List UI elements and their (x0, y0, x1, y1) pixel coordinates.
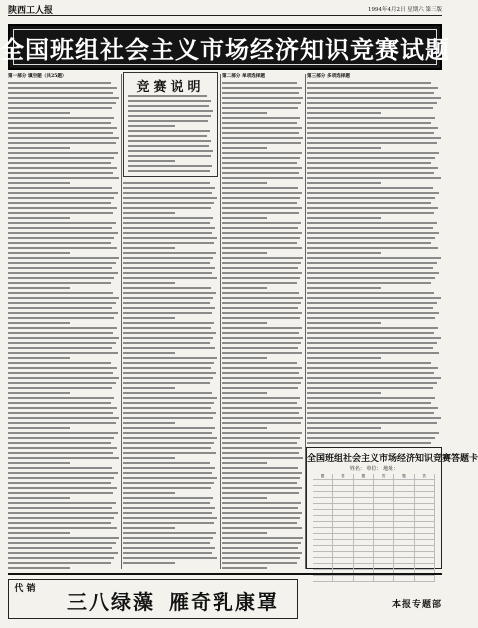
answer-cell (374, 516, 394, 521)
answer-cell: 题 (394, 474, 414, 479)
answer-cell (354, 516, 374, 521)
answer-cell (394, 522, 414, 527)
answer-cell (394, 528, 414, 533)
answer-cell (415, 534, 435, 539)
answer-cell (415, 528, 435, 533)
section-heading: 第二部分 单项选择题 (222, 74, 265, 79)
intro-body (128, 93, 214, 175)
answer-cell (313, 510, 333, 515)
answer-cell (313, 528, 333, 533)
date-line: 1994年4月2日 星期六 第三版 (368, 7, 442, 13)
answer-cell (313, 546, 333, 551)
text-line (123, 560, 218, 565)
advertisement (8, 579, 298, 619)
answer-cell (415, 498, 435, 503)
answer-cell: 答 (374, 474, 394, 479)
footer-ad-area (8, 573, 442, 625)
newspaper-title: 陕西工人报 (8, 6, 54, 16)
answer-cell (333, 522, 353, 527)
answer-cell (333, 564, 353, 569)
answer-cell (313, 486, 333, 491)
answer-cell: 题 (313, 474, 333, 479)
text-line (128, 168, 214, 173)
text-line (222, 565, 304, 570)
intro-title: 竞赛说明 (136, 80, 205, 95)
answer-cell (415, 540, 435, 545)
column-divider (121, 74, 122, 569)
answer-cell (313, 504, 333, 509)
answer-cell (415, 510, 435, 515)
answer-cell (354, 552, 374, 557)
answer-cell (374, 540, 394, 545)
answer-cell (374, 486, 394, 491)
editor-credit: 本报专题部 (391, 600, 442, 610)
answer-cell (374, 564, 394, 569)
answer-cell (313, 564, 333, 569)
article-column-1 (8, 74, 120, 569)
answer-cell (354, 558, 374, 563)
answer-cell (374, 504, 394, 509)
answer-cell (415, 492, 435, 497)
headline: 全国班组社会主义市场经济知识竞赛试题 (0, 35, 450, 64)
headline-banner (0, 24, 450, 70)
answer-cell (333, 486, 353, 491)
answer-cell (374, 510, 394, 515)
answer-cell (374, 534, 394, 539)
answer-cell (394, 486, 414, 491)
answer-card (306, 447, 478, 569)
answer-cell (374, 498, 394, 503)
answer-cell (333, 516, 353, 521)
answer-cell (313, 534, 333, 539)
answer-cell (354, 546, 374, 551)
answer-cell (333, 534, 353, 539)
answer-cell (313, 480, 333, 485)
answer-cell (415, 564, 435, 569)
answer-cell (333, 552, 353, 557)
answer-cell (313, 522, 333, 527)
section-heading: 第一部分 填空题（共25题） (8, 74, 67, 79)
answer-cell (374, 480, 394, 485)
ad-label: 代 销 (14, 584, 36, 594)
ad-product-2: 雁奇乳康罩 (169, 590, 279, 614)
answer-cell (354, 498, 374, 503)
answer-cell (415, 552, 435, 557)
answer-cell (394, 504, 414, 509)
answer-cell (394, 552, 414, 557)
answer-cell (374, 522, 394, 527)
answer-cell (333, 558, 353, 563)
answer-cell (415, 504, 435, 509)
answer-cell (313, 558, 333, 563)
answer-cell (333, 540, 353, 545)
text-line (8, 565, 120, 570)
answer-cell (354, 564, 374, 569)
article-column-2 (123, 180, 218, 569)
masthead (8, 3, 442, 16)
answer-cell (374, 552, 394, 557)
answer-cell (313, 540, 333, 545)
answer-cell (394, 534, 414, 539)
answer-cell (394, 540, 414, 545)
answer-cell (354, 522, 374, 527)
answer-cell (354, 480, 374, 485)
answer-cell (394, 558, 414, 563)
answer-cell (374, 558, 394, 563)
answer-cell (415, 558, 435, 563)
answer-cell (374, 546, 394, 551)
answer-cell (333, 546, 353, 551)
answer-grid (313, 474, 435, 564)
answer-cell: 答 (415, 474, 435, 479)
answer-cell (415, 522, 435, 527)
answer-cell (354, 486, 374, 491)
answer-cell (415, 480, 435, 485)
answer-cell (313, 516, 333, 521)
answer-cell (394, 480, 414, 485)
answer-card-meta: 姓名： 单位： 地址： (349, 466, 399, 472)
answer-cell (415, 516, 435, 521)
answer-cell (313, 552, 333, 557)
answer-cell (333, 498, 353, 503)
answer-cell (354, 540, 374, 545)
section-heading: 第三部分 多项选择题 (307, 74, 350, 79)
answer-card-title: 全国班组社会主义市场经济知识竞赛答题卡 (307, 454, 478, 464)
answer-cell (394, 564, 414, 569)
answer-cell (394, 546, 414, 551)
column-divider (220, 74, 221, 569)
answer-cell: 题 (354, 474, 374, 479)
answer-cell (374, 492, 394, 497)
answer-cell: 答 (333, 474, 353, 479)
answer-cell (354, 528, 374, 533)
answer-cell (374, 528, 394, 533)
answer-cell (394, 510, 414, 515)
answer-cell (333, 528, 353, 533)
answer-cell (394, 516, 414, 521)
answer-cell (313, 498, 333, 503)
answer-cell (313, 492, 333, 497)
answer-cell (333, 492, 353, 497)
ad-product-1: 三八绿藻 (67, 590, 155, 614)
answer-cell (354, 510, 374, 515)
answer-cell (394, 498, 414, 503)
answer-cell (354, 492, 374, 497)
answer-cell (354, 504, 374, 509)
article-column-4 (307, 74, 442, 444)
answer-cell (415, 486, 435, 491)
article-column-3 (222, 74, 304, 569)
answer-cell (333, 510, 353, 515)
answer-cell (394, 492, 414, 497)
answer-cell (333, 480, 353, 485)
text-line (307, 440, 442, 445)
answer-cell (354, 534, 374, 539)
answer-cell (415, 546, 435, 551)
answer-cell (333, 504, 353, 509)
intro-box (123, 72, 218, 177)
